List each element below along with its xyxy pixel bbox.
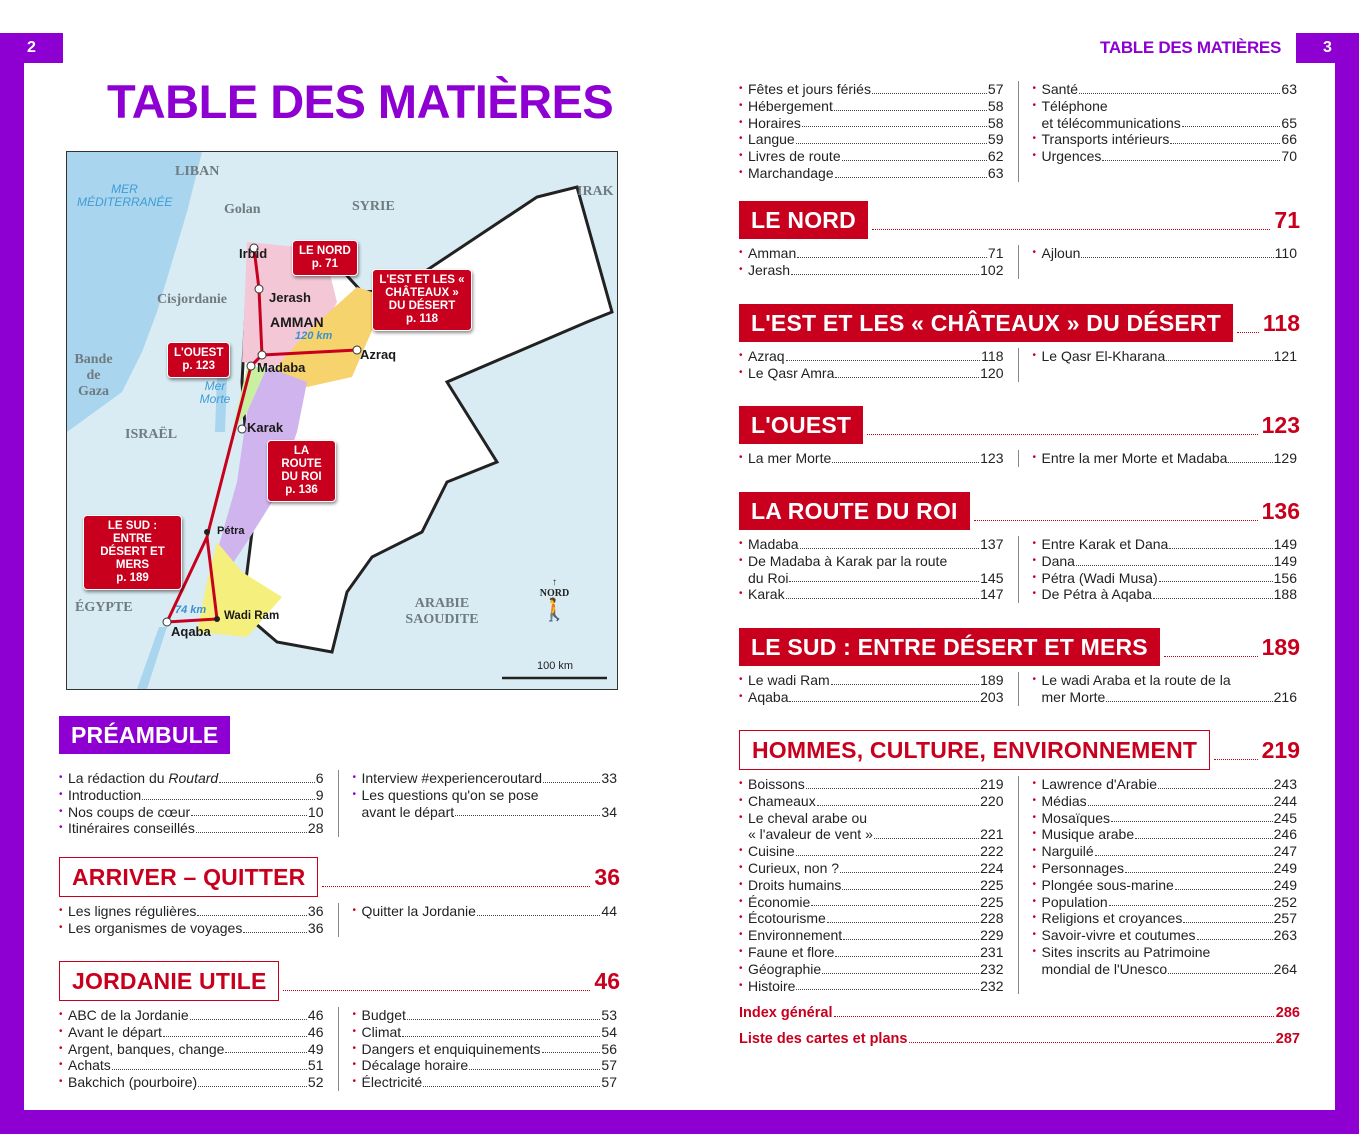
toc-entry[interactable]: • Médias 244 (1032, 792, 1297, 809)
section-page[interactable]: 71 (1274, 206, 1300, 233)
section-title[interactable]: LE SUD : ENTRE DÉSERT ET MERS (739, 628, 1160, 666)
toc-entry[interactable]: • Histoire 232 (739, 977, 1004, 994)
section-page[interactable]: 118 (1262, 309, 1300, 336)
map-tag-route-roi[interactable]: LA ROUTE DU ROI p. 136 (267, 440, 336, 502)
map-label-mer-morte: Mer Morte (199, 379, 231, 406)
section-le-nord (739, 201, 1300, 279)
toc-entry[interactable]: • Horaires 58 (739, 114, 1004, 131)
toc-entry[interactable]: • Droits humains 225 (739, 876, 1004, 893)
section-est-chateaux (739, 304, 1300, 382)
toc-entry[interactable]: • Pétra (Wadi Musa) 156 (1032, 569, 1297, 586)
toc-entry[interactable]: • Achats 51 (59, 1057, 324, 1074)
section-title[interactable]: HOMMES, CULTURE, ENVIRONNEMENT (739, 730, 1210, 770)
page-title: TABLE DES MATIÈRES (107, 75, 614, 128)
toc-entry[interactable]: • La rédaction du Routard 6 (59, 770, 324, 786)
map-tag-nord[interactable]: LE NORD p. 71 (292, 240, 358, 276)
toc-entry[interactable]: • Le Qasr El-Kharana 121 (1032, 348, 1297, 364)
toc-entry[interactable]: • Dangers et enquiquinements 56 (352, 1040, 617, 1057)
toc-entry[interactable]: • Climat 54 (352, 1023, 617, 1040)
north-arrow-icon: ↑ NORD 🚶 (539, 577, 570, 622)
city-irbid: Irbid (239, 246, 268, 261)
distance-label: 120 km (295, 330, 333, 342)
toc-entry[interactable]: • Narguilé 247 (1032, 843, 1297, 860)
section-arriver-quitter (59, 857, 620, 937)
toc-entry[interactable]: • Hébergement 58 (739, 97, 1004, 114)
frame-left (0, 33, 24, 1134)
toc-entry[interactable]: • Électricité 57 (352, 1074, 617, 1091)
section-jordanie-utile (59, 961, 620, 1091)
map-shapes (67, 152, 617, 689)
map-label-syrie: SYRIE (352, 199, 395, 214)
toc-entry[interactable]: • Introduction 9 (59, 786, 324, 803)
toc-entry[interactable]: • De Madaba à Karak par la route du Roi 145 (739, 552, 1004, 586)
section-route-du-roi (739, 492, 1300, 603)
toc-entry[interactable]: • Itinéraires conseillés 28 (59, 820, 324, 837)
section-hommes-culture (739, 730, 1300, 994)
toc-entry[interactable]: • Curieux, non ? 224 (739, 859, 1004, 876)
toc-entry[interactable]: • Économie 225 (739, 893, 1004, 910)
toc-entry[interactable]: • Religions et croyances 257 (1032, 910, 1297, 927)
page-number-right: 3 (1296, 33, 1359, 63)
toc-entry[interactable]: • Environnement 229 (739, 927, 1004, 944)
toc-entry[interactable]: • Le Qasr Amra 120 (739, 364, 1004, 381)
toc-entry[interactable]: • Avant le départ 46 (59, 1023, 324, 1040)
section-preambule (59, 716, 617, 837)
toc-entry[interactable]: • Mosaïques 245 (1032, 809, 1297, 826)
map-label-gaza: Bande de Gaza (74, 352, 113, 399)
section-ouest (739, 406, 1300, 467)
distance-label: 74 km (175, 604, 207, 616)
map-label-cisjordanie: Cisjordanie (157, 292, 227, 307)
toc-entry[interactable]: • Les organismes de voyages 36 (59, 919, 324, 936)
toc-entry[interactable]: • Cuisine 222 (739, 843, 1004, 860)
city-wadi-ram: Wadi Ram (224, 610, 280, 622)
toc-entry[interactable]: • De Pétra à Aqaba 188 (1032, 586, 1297, 603)
section-page[interactable]: 46 (594, 967, 620, 994)
toc-entry[interactable]: • Argent, banques, change 49 (59, 1040, 324, 1057)
map-label-golan: Golan (224, 202, 261, 217)
toc-entry[interactable]: • Transports intérieurs 66 (1032, 131, 1297, 148)
section-title[interactable]: L'EST ET LES « CHÂTEAUX » DU DÉSERT (739, 304, 1233, 342)
toc-entry[interactable]: • Entre Karak et Dana 149 (1032, 536, 1297, 552)
toc-entry[interactable]: • Jerash 102 (739, 261, 1004, 278)
toc-entry[interactable]: • Sites inscrits au Patrimoine mondial de l'Unesco 264 (1032, 943, 1297, 977)
city-petra: Pétra (217, 525, 245, 537)
jordan-map (66, 151, 618, 690)
toc-entry[interactable]: • Chameaux 220 (739, 792, 1004, 809)
city-amman: AMMAN (270, 314, 324, 330)
map-label-irak: IRAK (577, 184, 614, 199)
running-head: TABLE DES MATIÈRES (1100, 38, 1281, 57)
toc-entry[interactable]: • Dana 149 (1032, 552, 1297, 569)
toc-entry[interactable]: • Téléphone et télécommunications 65 (1032, 97, 1297, 131)
toc-entry[interactable]: • Écotourisme 228 (739, 910, 1004, 927)
section-page[interactable]: 123 (1261, 411, 1300, 438)
toc-entry[interactable]: • Nos coups de cœur 10 (59, 803, 324, 820)
toc-entry[interactable]: • Lawrence d'Arabie 243 (1032, 776, 1297, 792)
toc-entry[interactable]: • Musique arabe 246 (1032, 826, 1297, 843)
toc-entry[interactable]: • Amman 71 (739, 245, 1004, 261)
map-tag-ouest[interactable]: L'OUEST p. 123 (167, 342, 230, 378)
section-le-sud (739, 628, 1300, 706)
map-label-arabie: ARABIE SAOUDITE (405, 596, 479, 627)
page-number-left: 2 (0, 33, 63, 63)
section-page[interactable]: 189 (1261, 633, 1300, 660)
toc-entry[interactable]: • Plongée sous-marine 249 (1032, 876, 1297, 893)
section-title[interactable]: ARRIVER – QUITTER (59, 857, 318, 897)
city-azraq: Azraq (360, 347, 397, 362)
toc-entry[interactable]: • Les lignes régulières 36 (59, 903, 324, 919)
section-page[interactable]: 219 (1261, 736, 1300, 763)
section-page[interactable]: 136 (1261, 497, 1300, 524)
section-title[interactable]: LE NORD (739, 201, 868, 239)
toc-entry[interactable]: • Karak 147 (739, 586, 1004, 603)
toc-entry[interactable]: • Santé 63 (1032, 81, 1297, 97)
toc-entry[interactable]: • Le wadi Ram 189 (739, 672, 1004, 688)
toc-entry[interactable]: • Ajloun 110 (1032, 245, 1297, 261)
toc-entry[interactable]: • Fêtes et jours fériés 57 (739, 81, 1004, 97)
toc-entry[interactable]: • Quitter la Jordanie 44 (352, 903, 617, 919)
section-jordanie-utile-continued (739, 81, 1297, 182)
section-page[interactable]: 36 (594, 863, 620, 890)
toc-entry[interactable]: • Le wadi Araba et la route de la mer Morte 216 (1032, 672, 1297, 705)
map-tag-sud[interactable]: LE SUD : ENTRE DÉSERT ET MERS p. 189 (83, 515, 182, 590)
frame-right (1335, 33, 1359, 1134)
frame-bottom (0, 1110, 1359, 1134)
section-title[interactable]: LA ROUTE DU ROI (739, 492, 970, 530)
map-label-mediterranee: MER MÉDITERRANÉE (77, 182, 173, 209)
toc-entry[interactable]: • ABC de la Jordanie 46 (59, 1007, 324, 1023)
map-label-egypte: ÉGYPTE (75, 600, 133, 615)
toc-entry[interactable]: • Bakchich (pourboire) 52 (59, 1074, 324, 1091)
index-general-link[interactable]: Index général 286 (739, 1005, 1300, 1021)
toc-entry[interactable]: • Urgences 70 (1032, 148, 1297, 165)
map-tag-est[interactable]: L'EST ET LES « CHÂTEAUX » DU DÉSERT p. 118 (372, 269, 472, 331)
city-aqaba: Aqaba (171, 624, 211, 639)
toc-entry[interactable]: • Budget 53 (352, 1007, 617, 1023)
section-title[interactable]: JORDANIE UTILE (59, 961, 279, 1001)
toc-entry[interactable]: • Azraq 118 (739, 348, 1004, 364)
toc-entry[interactable]: • Les questions qu'on se pose avant le départ 34 (352, 786, 617, 820)
map-label-israel: ISRAËL (125, 427, 178, 442)
toc-entry[interactable]: • Livres de route 62 (739, 148, 1004, 165)
toc-entry[interactable]: • Aqaba 203 (739, 688, 1004, 705)
liste-cartes-link[interactable]: Liste des cartes et plans 287 (739, 1031, 1300, 1047)
toc-entry[interactable]: • Décalage horaire 57 (352, 1057, 617, 1074)
toc-entry[interactable]: • Boissons 219 (739, 776, 1004, 792)
toc-entry[interactable]: • Marchandage 63 (739, 164, 1004, 181)
section-title[interactable]: PRÉAMBULE (59, 716, 230, 754)
map-scale: 100 km (537, 660, 574, 672)
toc-entry[interactable]: • La mer Morte 123 (739, 450, 1004, 466)
city-jerash: Jerash (269, 290, 311, 305)
toc-entry[interactable]: • Personnages 249 (1032, 859, 1297, 876)
toc-entry[interactable]: • Langue 59 (739, 131, 1004, 148)
map-label-liban: LIBAN (175, 164, 220, 179)
city-karak: Karak (247, 420, 284, 435)
toc-entry[interactable]: • Le cheval arabe ou « l'avaleur de vent » 221 (739, 809, 1004, 843)
toc-entry[interactable]: • Population 252 (1032, 893, 1297, 910)
toc-entry[interactable]: • Géographie 232 (739, 960, 1004, 977)
toc-entry[interactable]: • Entre la mer Morte et Madaba 129 (1032, 450, 1297, 466)
toc-entry[interactable]: • Madaba 137 (739, 536, 1004, 552)
toc-entry[interactable]: • Savoir-vivre et coutumes 263 (1032, 927, 1297, 944)
section-title[interactable]: L'OUEST (739, 406, 863, 444)
city-madaba: Madaba (257, 360, 306, 375)
toc-entry[interactable]: • Interview #experienceroutard 33 (352, 770, 617, 786)
toc-entry[interactable]: • Faune et flore 231 (739, 943, 1004, 960)
